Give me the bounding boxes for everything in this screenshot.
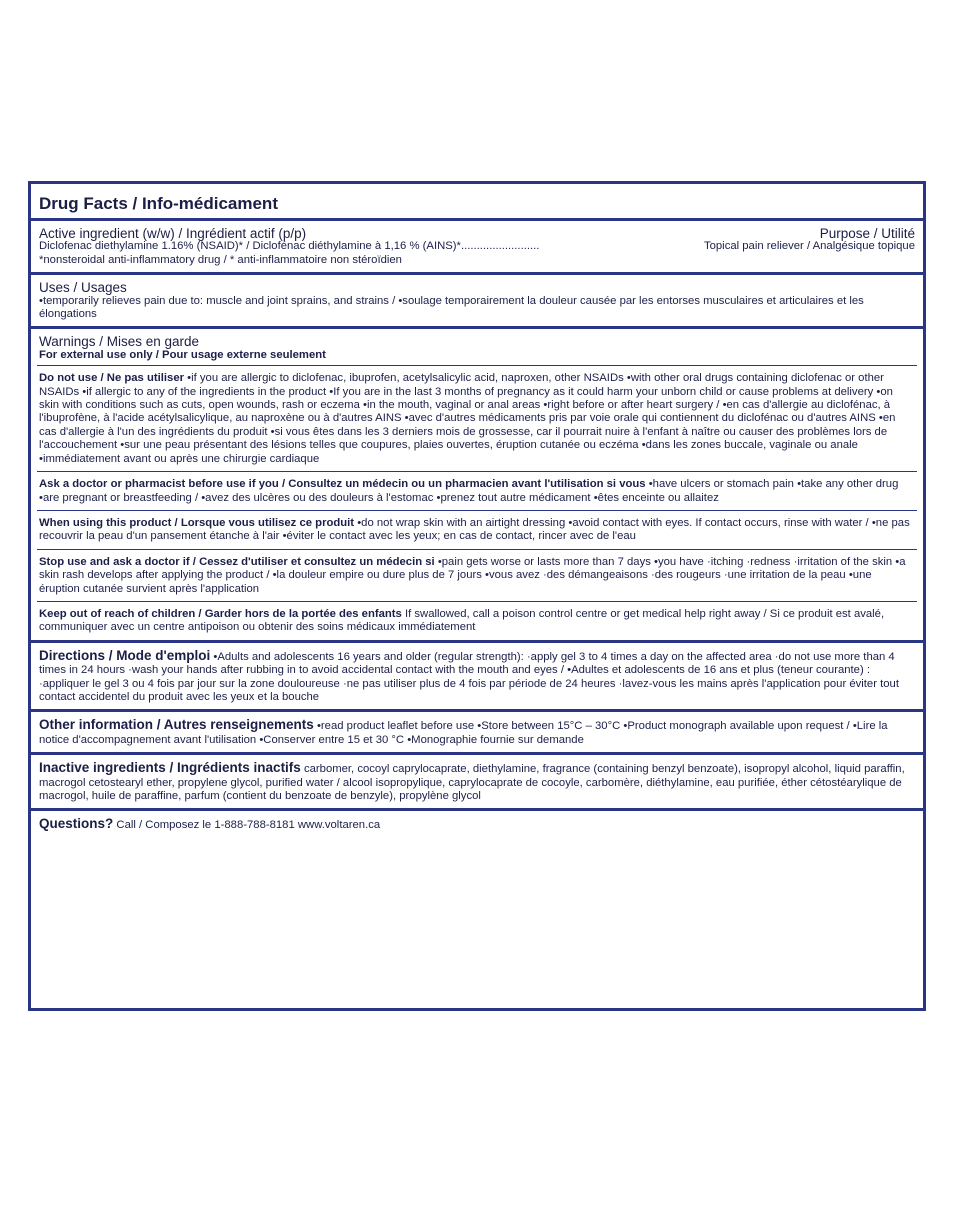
when-using-heading: When using this product / Lorsque vous utilisez ce produit <box>39 516 355 529</box>
do-not-use-text: •if you are allergic to diclofenac, ibuprofen, acetylsalicylic acid, naproxen, other NSAIDs •with other oral drugs containing diclofenac or other NSAIDs •if allergic to any of the ingredients in the product •If you are in the last 3 months of pregnancy as it could harm your unborn child or cause problems at delivery •on skin with conditions such as cuts, open wounds, rash or eczema •in the mouth, vaginal or anal areas •right before or after heart surgery / •en cas d'allergie au diclofénac, à l'ibuprofène, à l'acide acétylsalicylique, au naproxène ou à d'autres AINS •avec d'autres médicaments pris par voie orale qui contiennent du diclofénac ou d'autres AINS •en cas d'allergie à l'un des ingrédients du produit •si vous êtes dans les 3 derniers mois de grossesse, car il pourrait nuire à l'enfant à naître ou causer des problèmes lors de l'accouchement •sur une peau présentant des lésions telles que coupures, plaies ouvertes, éruption cutanée ou eczéma •dans les zones buccale, vaginale ou anale •immédiatement avant ou après une chirurgie cardiaque <box>39 372 896 465</box>
active-ingredient-section <box>31 221 923 272</box>
stop-use-text: •pain gets worse or lasts more than 7 days •you have ·itching ·redness ·irritation of the skin •a skin rash develops after applying the product / •la douleur empire ou dure plus de 7 jours •vous avez ·des démangeaisons ·des rougeurs ·une irritation de la peau •une éruption cutanée survient après l'application <box>39 555 906 595</box>
keep-out-heading: Keep out of reach of children / Garder hors de la portée des enfants <box>39 607 402 620</box>
other-info-heading: Other information / Autres renseignements <box>39 717 314 733</box>
directions-text: •Adults and adolescents 16 years and older (regular strength): ·apply gel 3 to 4 times a day on the affected area ·do not use more than 4 times in 24 hours ·wash your hands after rubbing in to avoid accidental contact with the mouth and eyes / •Adultes et adolescents de 16 ans et plus (teneur courante) : ·appliquer le gel 3 ou 4 fois par jour sur la zone douloureuse ·ne pas utiliser plus de 4 fois par période de 24 heures ·lavez-vous les mains après l'application pour éviter tout contact accidentel du produit avec les yeux et la bouche <box>39 650 899 703</box>
ask-doctor-section <box>37 471 917 510</box>
inactive-section <box>31 752 923 808</box>
stop-use-heading: Stop use and ask a doctor if / Cessez d'utiliser et consultez un médecin si <box>39 555 435 568</box>
when-using-section <box>37 510 917 549</box>
questions-heading: Questions? <box>39 816 114 832</box>
warnings-heading: Warnings / Mises en garde <box>39 334 200 350</box>
ask-doctor-heading: Ask a doctor or pharmacist before use if you / Consultez un médecin ou un pharmacien avant l'utilisation si vous <box>39 478 646 491</box>
ask-doctor-text: •have ulcers or stomach pain •take any other drug •are pregnant or breastfeeding / •avez des ulcères ou des douleurs à l'estomac •prenez tout autre médicament •êtes enceinte ou allaitez <box>39 478 899 504</box>
active-ingredient-heading: Active ingredient (w/w) / Ingrédient actif (p/p) <box>39 226 307 241</box>
uses-section <box>31 272 923 326</box>
stop-use-section <box>37 549 917 601</box>
keep-out-text: If swallowed, call a poison control centre or get medical help right away / Si ce produit est avalé, communiquer avec un centre antipoison ou obtenir des soins médicaux immédiatement <box>39 607 885 634</box>
questions-text: Call / Composez le 1-888-788-8181 www.voltaren.ca <box>116 819 381 832</box>
directions-section <box>31 640 923 710</box>
questions-section <box>31 808 923 837</box>
directions-heading: Directions / Mode d'emploi <box>39 647 211 663</box>
when-using-text: •do not wrap skin with an airtight dressing •avoid contact with eyes. If contact occurs, rinse with water / •ne pas recouvrir la peau d'un pansement étanche à l'air •éviter le contact avec les yeux; en cas de contact, rincer avec de l'eau <box>39 516 910 543</box>
do-not-use-heading: Do not use / Ne pas utiliser <box>39 372 185 385</box>
purpose-heading: Purpose / Utilité <box>819 226 915 241</box>
other-info-section <box>31 709 923 752</box>
inactive-text: carbomer, cocoyl caprylocaprate, diethylamine, fragrance (containing benzyl benzoate), isopropyl alcohol, liquid paraffin, macrogol cetostearyl ether, propylene glycol, purified water / alcool isopropylique, caprylocaprate de cocoyle, carbomère, diéthylamine, eau purifiée, éther cétostéarylique de macrogol, huile de paraffine, parfum (contient du benzoate de benzyle), propylène glycol <box>39 763 905 802</box>
uses-text: •temporarily relieves pain due to: muscle and joint sprains, and strains / •soulage temporairement la douleur causée par les entorses musculaires et articulaires et les élongations <box>39 294 864 321</box>
active-footnote: *nonsteroidal anti-inflammatory drug / * anti-inflammatoire non stéroïdien <box>39 253 402 266</box>
drug-facts-title: Drug Facts / Info-médicament <box>31 184 923 221</box>
drug-facts-panel <box>28 181 926 1011</box>
warnings-subheading: For external use only / Pour usage externe seulement <box>39 348 326 361</box>
do-not-use-section <box>37 365 917 471</box>
purpose-text: Topical pain reliever / Analgésique topique <box>703 240 915 253</box>
other-info-text: •read product leaflet before use •Store between 15°C – 30°C •Product monograph available upon request / •Lire la notice d'accompagnement avant l'utilisation •Conserver entre 15 et 30 °C •Monographie fournie sur demande <box>39 720 888 746</box>
active-ingredient-text: Diclofenac diethylamine 1.16% (NSAID)* / Diclofénac diéthylamine à 1,16 % (AINS)*......................... <box>39 240 540 253</box>
uses-heading: Uses / Usages <box>39 280 127 296</box>
keep-out-section <box>37 601 917 640</box>
warnings-section <box>31 326 923 365</box>
inactive-heading: Inactive ingredients / Ingrédients inactifs <box>39 760 301 776</box>
